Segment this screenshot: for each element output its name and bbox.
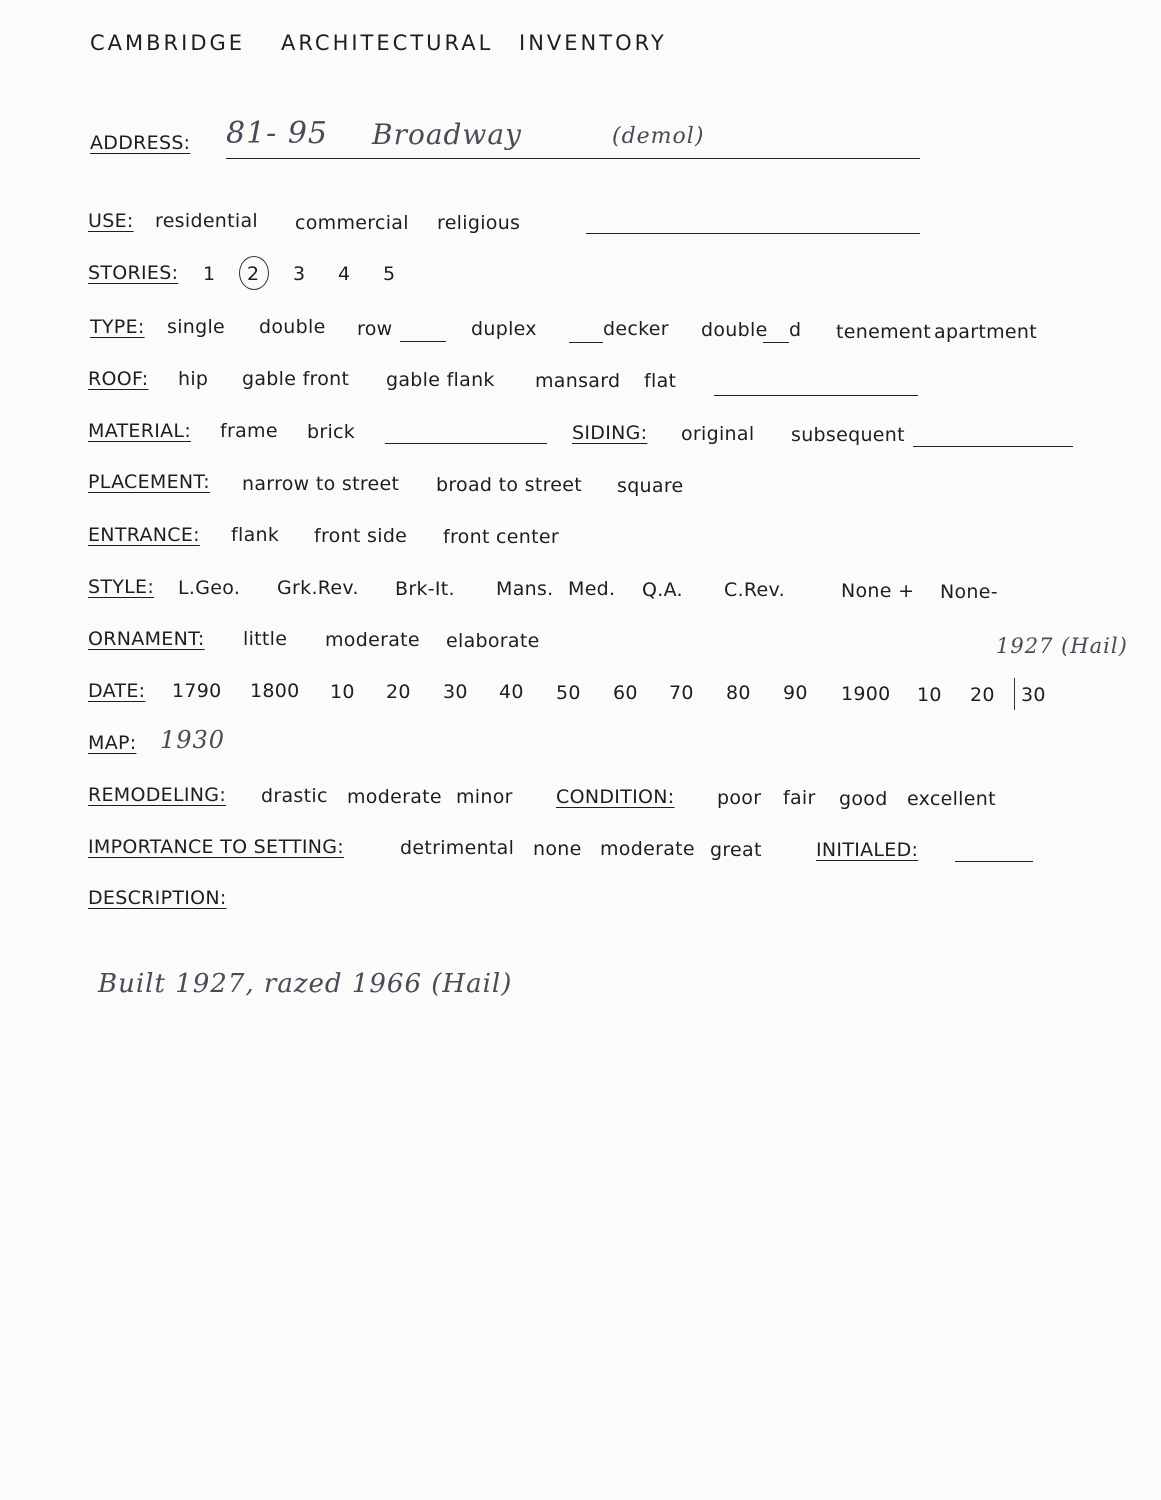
type-option-d: d — [789, 319, 802, 341]
condition-option-good: good — [839, 788, 888, 810]
type-option-decker: decker — [603, 318, 669, 340]
type-label: TYPE: — [90, 316, 145, 338]
condition-option-poor: poor — [717, 787, 762, 809]
roof-option-gable-flank: gable flank — [386, 369, 495, 391]
handwritten-address-note: (demol) — [612, 124, 705, 149]
date-option-1800: 1800 — [250, 680, 300, 702]
date-option-1930: 30 — [1021, 684, 1046, 706]
ornament-option-elaborate: elaborate — [446, 630, 540, 652]
date-option-1890: 90 — [783, 682, 808, 704]
remodeling-option-drastic: drastic — [261, 785, 328, 807]
type-double-d-line — [763, 342, 789, 343]
remodeling-label: REMODELING: — [88, 784, 227, 806]
stories-option-3: 3 — [293, 263, 306, 285]
date-option-1880: 80 — [726, 682, 751, 704]
handwritten-description: Built 1927, razed 1966 (Hail) — [98, 969, 513, 999]
siding-option-subsequent: subsequent — [791, 424, 905, 446]
importance-option-moderate: moderate — [600, 838, 695, 860]
address-label: ADDRESS: — [90, 132, 191, 154]
type-option-apartment: apartment — [934, 321, 1037, 343]
initialed-label: INITIALED: — [816, 839, 919, 861]
placement-option-narrow: narrow to street — [242, 473, 400, 495]
date-option-1830: 30 — [443, 681, 468, 703]
style-option-grkrev: Grk.Rev. — [277, 577, 359, 599]
roof-option-flat: flat — [644, 370, 677, 392]
style-option-med: Med. — [568, 578, 616, 600]
entrance-option-front-center: front center — [443, 526, 559, 548]
material-option-frame: frame — [220, 420, 278, 442]
roof-option-gable-front: gable front — [242, 368, 350, 390]
style-option-qa: Q.A. — [642, 579, 683, 601]
date-handwritten-tick — [1014, 678, 1015, 710]
type-option-single: single — [167, 316, 226, 338]
date-option-1910: 10 — [917, 684, 942, 706]
type-option-double: double — [259, 316, 326, 338]
form-title-architectural: ARCHITECTURAL — [281, 31, 494, 55]
roof-option-hip: hip — [178, 368, 209, 390]
use-other-line — [586, 233, 920, 234]
importance-option-none: none — [533, 838, 582, 860]
style-option-lgeo: L.Geo. — [178, 577, 241, 599]
material-label: MATERIAL: — [88, 420, 192, 442]
date-label: DATE: — [88, 680, 146, 702]
use-option-commercial: commercial — [295, 212, 409, 234]
use-option-religious: religious — [437, 212, 521, 234]
handwritten-address-street: Broadway — [372, 118, 522, 151]
placement-label: PLACEMENT: — [88, 471, 210, 493]
siding-label: SIDING: — [572, 422, 648, 444]
style-option-none-plus: None + — [841, 580, 915, 602]
type-option-duplex: duplex — [471, 318, 537, 340]
roof-option-mansard: mansard — [535, 370, 621, 392]
material-other-line — [385, 443, 547, 444]
map-label: MAP: — [88, 732, 137, 754]
date-option-1870: 70 — [669, 682, 694, 704]
importance-option-detrimental: detrimental — [400, 837, 515, 859]
stories-label: STORIES: — [88, 262, 179, 284]
style-option-mans: Mans. — [496, 578, 554, 600]
type-option-double-decker: double — [701, 319, 768, 341]
form-title-inventory: INVENTORY — [519, 31, 667, 55]
date-option-1900: 1900 — [841, 683, 891, 705]
stories-option-4: 4 — [338, 263, 351, 285]
form-title-cambridge: CAMBRIDGE — [90, 31, 246, 55]
entrance-option-flank: flank — [231, 524, 280, 546]
date-option-1920: 20 — [970, 684, 995, 706]
entrance-label: ENTRANCE: — [88, 524, 200, 546]
condition-label: CONDITION: — [556, 786, 675, 808]
material-option-brick: brick — [307, 421, 356, 443]
style-option-crev: C.Rev. — [724, 579, 785, 601]
description-label: DESCRIPTION: — [88, 887, 227, 909]
style-option-none-minus: None- — [940, 581, 998, 603]
date-option-1810: 10 — [330, 681, 355, 703]
remodeling-option-minor: minor — [456, 786, 513, 808]
date-option-1860: 60 — [613, 682, 638, 704]
siding-option-original: original — [681, 423, 755, 445]
ornament-option-little: little — [243, 628, 288, 650]
type-option-row: row — [357, 318, 393, 340]
remodeling-option-moderate: moderate — [347, 786, 442, 808]
style-option-brkit: Brk-It. — [395, 578, 455, 600]
date-option-1850: 50 — [556, 682, 581, 704]
date-option-1790: 1790 — [172, 680, 222, 702]
entrance-option-front-side: front side — [314, 525, 408, 547]
date-option-1840: 40 — [499, 681, 524, 703]
stories-option-1: 1 — [203, 263, 216, 285]
stories-option-5: 5 — [383, 263, 396, 285]
style-label: STYLE: — [88, 576, 155, 598]
use-option-residential: residential — [155, 210, 259, 232]
stories-option-2: 2 — [247, 263, 260, 285]
type-option-tenement: tenement — [836, 321, 931, 343]
type-row-line — [400, 341, 446, 342]
roof-other-line — [714, 395, 918, 396]
use-label: USE: — [88, 210, 134, 232]
date-option-1820: 20 — [386, 681, 411, 703]
importance-label: IMPORTANCE TO SETTING: — [88, 836, 344, 858]
initialed-line — [955, 861, 1033, 862]
handwritten-map-value: 1930 — [160, 726, 226, 754]
placement-option-broad: broad to street — [436, 474, 583, 496]
ornament-option-moderate: moderate — [325, 629, 420, 651]
ornament-label: ORNAMENT: — [88, 628, 205, 650]
roof-label: ROOF: — [88, 368, 149, 390]
condition-option-fair: fair — [783, 787, 816, 809]
condition-option-excellent: excellent — [907, 788, 996, 810]
siding-other-line — [913, 446, 1073, 447]
address-line — [226, 158, 920, 159]
importance-option-great: great — [710, 839, 762, 861]
type-decker-line — [569, 342, 603, 343]
handwritten-address-number: 81- 95 — [226, 116, 329, 151]
placement-option-square: square — [617, 475, 684, 497]
handwritten-date-note: 1927 (Hail) — [996, 634, 1128, 658]
